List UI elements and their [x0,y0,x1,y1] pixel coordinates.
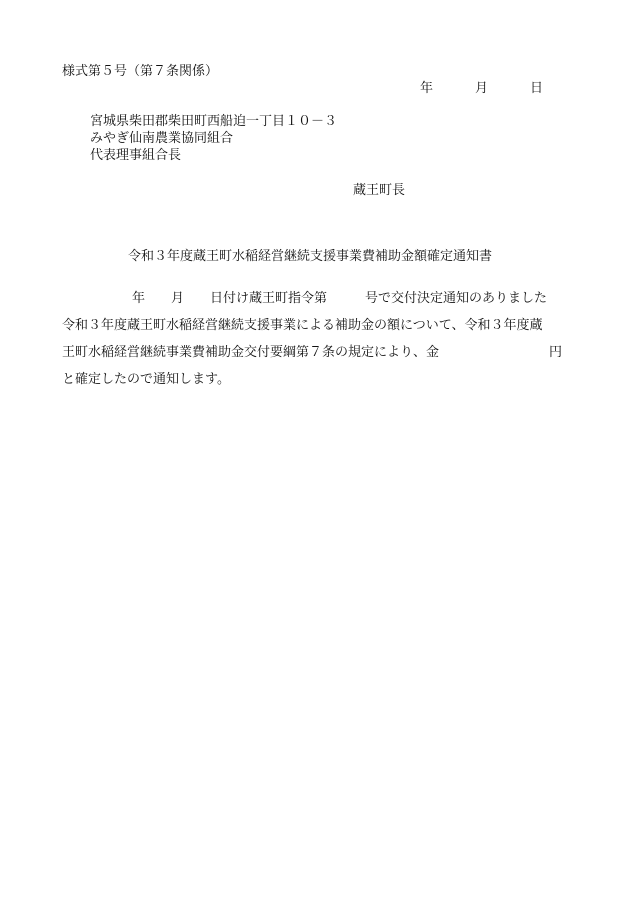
body-month: 月 [171,291,185,306]
addressee-title: 代表理事組合長 [90,148,182,163]
date-day: 日 [530,81,544,96]
body-line-1 [62,292,547,305]
date-month: 月 [475,81,489,96]
body-year: 年 [132,291,146,306]
date-line [420,82,543,95]
body-line-3-text: 王町水稲経営継続事業費補助金交付要綱第７条の規定により、金 [62,345,440,360]
date-year: 年 [420,81,434,96]
body-line-4: と確定したので通知します。 [62,372,230,387]
body-number-suffix: 号で交付決定通知のありました [365,291,548,306]
body-line-2: 令和３年度蔵王町水稲経営継続支援事業による補助金の額について、令和３年度蔵 [62,318,543,333]
document-title: 令和３年度蔵王町水稲経営継続支援事業費補助金額確定通知書 [128,249,493,264]
body-day-ref: 日付け蔵王町指令第 [210,291,328,306]
form-number: 様式第５号（第７条関係） [62,64,219,79]
body-currency: 円 [549,345,563,360]
body-line-3 [62,346,562,359]
addressee-organization: みやぎ仙南農業協同組合 [90,131,234,146]
issuer-name: 蔵王町長 [353,183,406,198]
addressee-address: 宮城県柴田郡柴田町西船迫一丁目１０－３ [90,114,338,129]
